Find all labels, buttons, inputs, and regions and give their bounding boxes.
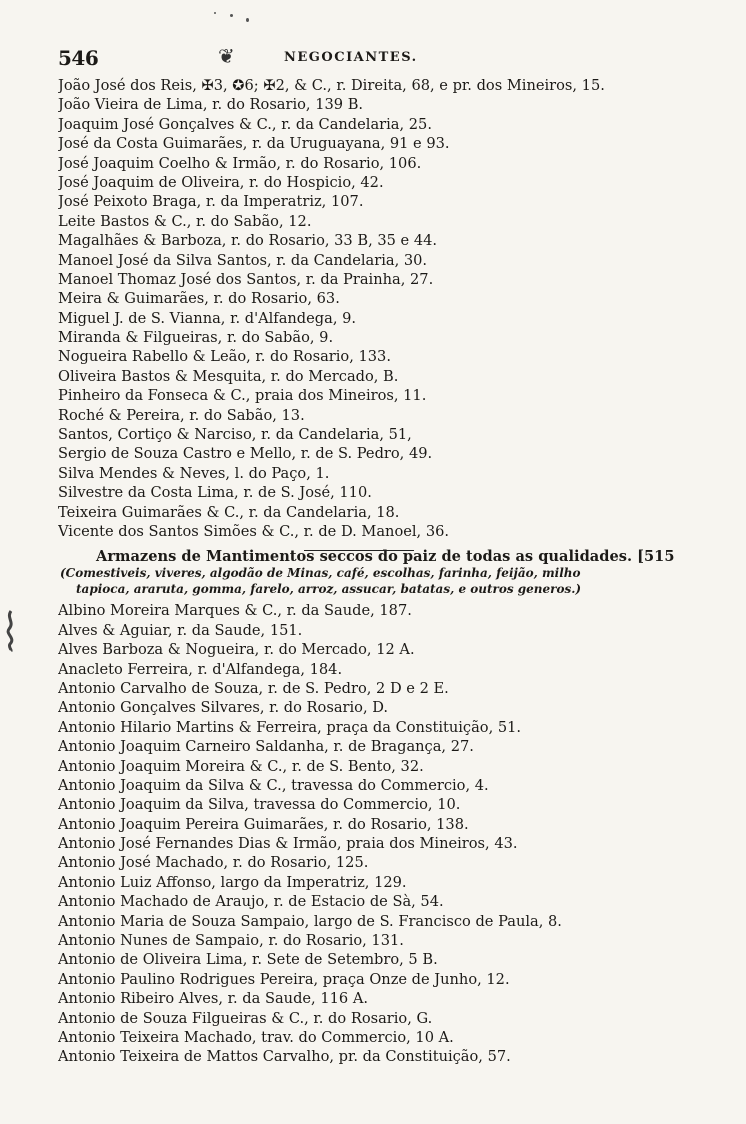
list-item: Sergio de Souza Castro e Mello, r. de S. Pedro, 49. (58, 445, 433, 463)
list-item: Antonio Joaquim Moreira & C., r. de S. Bento, 32. (58, 757, 424, 775)
list-item: Meira & Guimarães, r. do Rosario, 63. (58, 290, 340, 308)
ink-speck (214, 12, 216, 14)
list-item: Silvestre da Costa Lima, r. de S. José, 110. (58, 484, 372, 502)
list-item: Vicente dos Santos Simões & C., r. de D. Manoel, 36. (58, 522, 450, 540)
list-item: Oliveira Bastos & Mesquita, r. do Mercado, B. (58, 367, 399, 385)
list-item: Santos, Cortiço & Narciso, r. da Candelaria, 51, (58, 426, 412, 444)
page-header (58, 46, 718, 70)
list-item: José Joaquim de Oliveira, r. do Hospicio, 42. (58, 173, 384, 191)
list-item: Teixeira Guimarães & C., r. da Candelaria, 18. (58, 503, 400, 521)
margin-ink-mark-icon (4, 610, 18, 652)
list-item: Antonio Hilario Martins & Ferreira, praça da Constituição, 51. (58, 718, 522, 736)
printer-ornament-icon: ❦ (218, 44, 235, 68)
list-item: João José dos Reis, ✠3, ✪6; ✠2, & C., r. Direita, 68, e pr. dos Mineiros, 15. (58, 77, 605, 94)
list-item: Alves Barboza & Nogueira, r. do Mercado, 12 A. (58, 641, 415, 659)
list-item: Antonio Nunes de Sampaio, r. do Rosario, 131. (58, 932, 404, 950)
list-item: Antonio Teixeira Machado, trav. do Commercio, 10 A. (58, 1028, 454, 1046)
list-item: José da Costa Guimarães, r. da Uruguayana, 91 e 93. (58, 135, 450, 153)
list-item: Anacleto Ferreira, r. d'Alfandega, 184. (58, 660, 343, 678)
list-item: João Vieira de Lima, r. do Rosario, 139 B. (58, 96, 364, 114)
list-item: Alves & Aguiar, r. da Saude, 151. (58, 621, 303, 639)
list-item: Pinheiro da Fonseca & C., praia dos Mineiros, 11. (58, 387, 427, 405)
list-item: Antonio Joaquim da Silva & C., travessa do Commercio, 4. (58, 776, 489, 794)
list-item: Antonio Joaquim Pereira Guimarães, r. do Rosario, 138. (58, 815, 469, 833)
ink-speck (246, 18, 249, 22)
list-item: Antonio Carvalho de Souza, r. de S. Pedro, 2 D e 2 E. (58, 679, 449, 697)
list-item: Antonio Ribeiro Alves, r. da Saude, 116 A. (58, 990, 368, 1008)
list-item: José Joaquim Coelho & Irmão, r. do Rosario, 106. (58, 154, 422, 172)
list-item: Antonio de Oliveira Lima, r. Sete de Setembro, 5 B. (58, 951, 438, 969)
list-item: Albino Moreira Marques & C., r. da Saude, 187. (58, 602, 412, 620)
list-item: Antonio Maria de Souza Sampaio, largo de S. Francisco de Paula, 8. (58, 912, 562, 930)
list-item: Antonio José Machado, r. do Rosario, 125. (58, 854, 369, 872)
section-block (58, 547, 728, 597)
list-item: Miguel J. de S. Vianna, r. d'Alfandega, 9. (58, 309, 357, 327)
list-item: Antonio Joaquim da Silva, travessa do Commercio, 10. (58, 796, 461, 814)
list-item: Roché & Pereira, r. do Sabão, 13. (58, 406, 305, 424)
list-item: Antonio Machado de Araujo, r. de Estacio de Sà, 54. (58, 893, 444, 911)
page-number: 546 (58, 46, 99, 70)
list-item: Silva Mendes & Neves, l. do Paço, 1. (58, 464, 330, 482)
list-item: Joaquim José Gonçalves & C., r. da Candelaria, 25. (58, 115, 432, 133)
ink-speck (230, 14, 233, 17)
list-item: Antonio Luiz Affonso, largo da Imperatriz, 129. (58, 873, 407, 891)
list-item: Leite Bastos & C., r. do Sabão, 12. (58, 212, 312, 230)
list-item: Antonio de Souza Filgueiras & C., r. do Rosario, G. (58, 1009, 433, 1027)
list-item: Manoel Thomaz José dos Santos, r. da Prainha, 27. (58, 270, 434, 288)
running-title: NEGOCIANTES. (284, 50, 418, 65)
list-item: Antonio Joaquim Carneiro Saldanha, r. de Bragança, 27. (58, 738, 474, 756)
section-description-line: (Comestiveis, viveres, algodão de Minas, café, escolhas, farinha, feijão, milho (60, 566, 581, 581)
list-item: José Peixoto Braga, r. da Imperatriz, 107. (58, 193, 364, 211)
list-item: Antonio Gonçalves Silvares, r. do Rosario, D. (58, 699, 389, 717)
list-item: Nogueira Rabello & Leão, r. do Rosario, 133. (58, 348, 391, 366)
list-item: Antonio Teixeira de Mattos Carvalho, pr. da Constituição, 57. (58, 1048, 511, 1066)
section-rule (304, 550, 414, 551)
list-item: Antonio Paulino Rodrigues Pereira, praça Onze de Junho, 12. (58, 970, 510, 988)
list-item: Manoel José da Silva Santos, r. da Candelaria, 30. (58, 251, 428, 269)
section-description (58, 566, 728, 597)
list-item: Antonio José Fernandes Dias & Irmão, praia dos Mineiros, 43. (58, 835, 518, 853)
section-heading: Armazens de Mantimentos seccos do paiz de todas as qualidades. [515 (96, 548, 675, 566)
section-description-line: tapioca, araruta, gomma, farelo, arroz, assucar, batatas, e outros generos.) (76, 581, 582, 596)
list-item: Miranda & Filgueiras, r. do Sabão, 9. (58, 329, 334, 347)
directory-list (58, 76, 728, 1067)
list-item: Magalhães & Barboza, r. do Rosario, 33 B, 35 e 44. (58, 232, 438, 250)
